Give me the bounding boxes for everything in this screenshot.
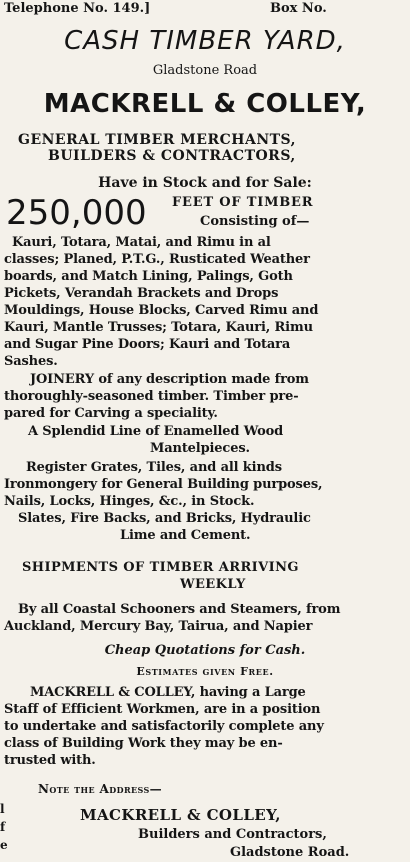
trade-line-1: GENERAL TIMBER MERCHANTS,: [18, 132, 297, 148]
free-estimates: Estimates given Free.: [136, 665, 274, 678]
shipments-weekly: WEEKLY: [180, 577, 246, 592]
staff-line: MACKRELL & COLLEY, having a Large: [30, 685, 306, 700]
timber-line: Pickets, Verandah Brackets and Drops: [4, 286, 279, 301]
joinery-line: JOINERY of any description made from: [30, 372, 309, 387]
quantity-figure: 250,000: [6, 193, 147, 233]
edge-fragment: f: [0, 820, 6, 834]
firm-name: MACKRELL & COLLEY,: [43, 89, 367, 119]
yard-title: CASH TIMBER YARD,: [64, 26, 346, 56]
timber-line: Kauri, Mantle Trusses; Totara, Kauri, Rimu: [4, 320, 313, 335]
cash-quotations: Cheap Quotations for Cash.: [104, 643, 306, 658]
coastal-line: Auckland, Mercury Bay, Tairua, and Napier: [4, 619, 313, 634]
timber-line: Mouldings, House Blocks, Carved Rimu and: [4, 303, 319, 318]
grates-line: Slates, Fire Backs, and Bricks, Hydraulic: [18, 511, 311, 526]
quantity-caption-1: FEET OF TIMBER: [172, 195, 314, 210]
staff-line: to undertake and satisfactorily complete any: [4, 719, 324, 734]
grates-line: Ironmongery for General Building purposes,: [4, 477, 323, 492]
timber-line: Kauri, Totara, Matai, and Rimu in al: [12, 235, 271, 250]
grates-line: Register Grates, Tiles, and all kinds: [26, 460, 282, 475]
shipments-heading: SHIPMENTS OF TIMBER ARRIVING: [22, 560, 299, 575]
grates-line: Nails, Locks, Hinges, &c., in Stock.: [4, 494, 255, 509]
joinery-line: pared for Carving a speciality.: [4, 406, 218, 421]
edge-fragment: l: [0, 802, 5, 816]
coastal-line: By all Coastal Schooners and Steamers, from: [18, 602, 341, 617]
wood-line: Mantelpieces.: [150, 441, 250, 456]
staff-line: Staff of Efficient Workmen, are in a position: [4, 702, 321, 717]
stock-heading: Have in Stock and for Sale:: [98, 175, 312, 191]
staff-line: trusted with.: [4, 753, 96, 768]
staff-line: class of Building Work they may be en-: [4, 736, 283, 751]
footer-trade: Builders and Contractors,: [138, 827, 327, 842]
timber-line: classes; Planed, P.T.G., Rusticated Weather: [4, 252, 310, 267]
timber-line: boards, and Match Lining, Palings, Goth: [4, 269, 293, 284]
timber-line: and Sugar Pine Doors; Kauri and Totara: [4, 337, 291, 352]
telephone-number: Telephone No. 149.]: [4, 1, 151, 16]
wood-line: A Splendid Line of Enamelled Wood: [28, 424, 284, 439]
address-heading: Note the Address—: [38, 782, 163, 796]
box-number: Box No.: [270, 1, 327, 16]
joinery-line: thoroughly-seasoned timber. Timber pre-: [4, 389, 299, 404]
timber-line: Sashes.: [4, 354, 58, 369]
trade-line-2: BUILDERS & CONTRACTORS,: [48, 148, 296, 164]
location-line: Gladstone Road: [152, 63, 258, 78]
grates-line: Lime and Cement.: [120, 528, 251, 543]
footer-firm: MACKRELL & COLLEY,: [80, 806, 281, 824]
quantity-caption-2: Consisting of—: [200, 214, 310, 229]
edge-fragment: e: [0, 838, 8, 852]
footer-location: Gladstone Road.: [230, 845, 350, 860]
